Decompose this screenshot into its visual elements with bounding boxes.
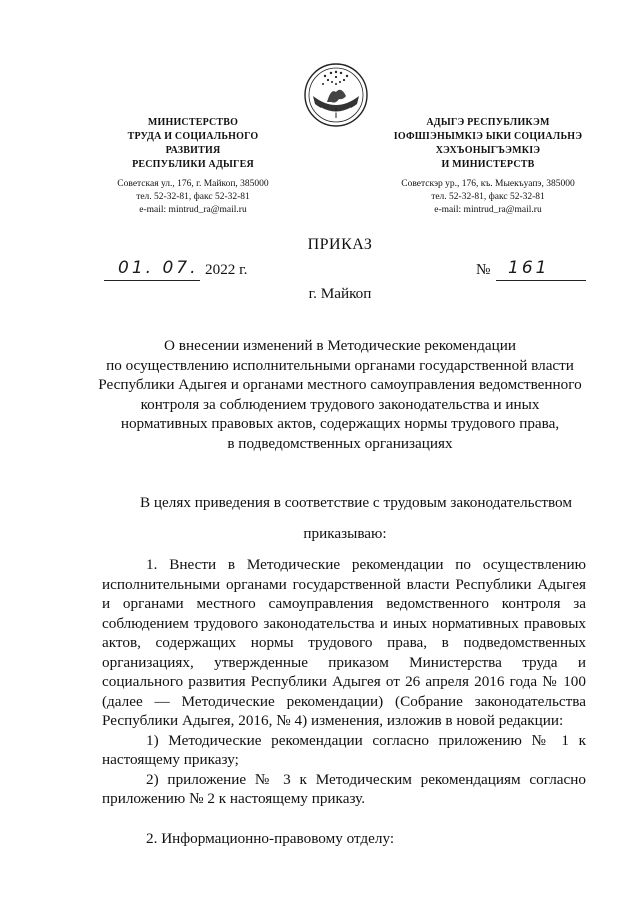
right-org-line: ІОФШІЭНЫМКІЭ ЫКИ СОЦИАЛЬНЭ xyxy=(393,131,583,142)
left-org-line: ТРУДА И СОЦИАЛЬНОГО xyxy=(127,131,259,142)
right-org-line: ХЭХЪОНЫГЪЭМКІЭ xyxy=(435,145,541,156)
item-1-1: 1) Методические рекомендации согласно приложению № 1 к настоящему приказу; xyxy=(102,731,586,768)
right-org-line: И МИНИСТЕРСТВ xyxy=(441,159,535,170)
left-phone: тел. 52-32-81, факс 52-32-81 xyxy=(136,192,250,202)
subject-line: нормативных правовых актов, содержащих нормы трудового права, xyxy=(120,415,560,432)
date-field xyxy=(104,258,200,281)
document-city: г. Майкоп xyxy=(308,285,372,302)
subject-line: контроля за соблюдением трудового законодательства и иных xyxy=(140,395,540,413)
left-org-line: МИНИСТЕРСТВО xyxy=(147,117,239,128)
item-1: 1. Внести в Методические рекомендации по осуществлению исполнительными органами государственной власти Республики Адыгея и органами местного самоуправления ведомственного контроля за соблюдением трудового законодательства и иных нормативных правовых актов, содержащих нормы трудового права, в подведомственных организациях, утвержденные приказом Министерства труда и социального развития Республики Адыгея от 26 апреля 2016 года № 100 (далее — Методические рекомендации) (Собрание законодательства Республики Адыгея, 2016, № 4) изменения, изложив в новой редакции: xyxy=(102,556,586,729)
document-subject xyxy=(80,336,600,453)
left-address: Советская ул., 176, г. Майкоп, 385000 xyxy=(117,179,269,189)
left-org-name xyxy=(108,116,278,172)
right-org-name xyxy=(378,116,598,172)
item-2: 2. Информационно-правовому отделу: xyxy=(146,829,395,847)
subject-line: в подведомственных организациях xyxy=(227,434,453,452)
document-year: 2022 г. xyxy=(205,261,248,278)
number-handwritten: 161 xyxy=(508,258,550,278)
republic-emblem-icon xyxy=(303,62,369,128)
right-org-line: АДЫГЭ РЕСПУБЛИКЭМ xyxy=(426,117,550,128)
left-contacts xyxy=(98,178,288,217)
right-contacts xyxy=(383,178,593,217)
right-phone: тел. 52-32-81, факс 52-32-81 xyxy=(431,192,545,202)
item-1-2: 2) приложение № 3 к Методическим рекомендациям согласно приложению № 2 к настоящему приказу. xyxy=(102,770,586,807)
date-handwritten: 01. 07. xyxy=(118,258,199,278)
document-title: ПРИКАЗ xyxy=(307,236,373,253)
right-address: Советскэр ур., 176, къ. Мыекъуапэ, 385000 xyxy=(401,179,575,189)
subject-line: по осуществлению исполнительными органами государственной власти xyxy=(106,356,574,374)
order-word: приказываю: xyxy=(303,525,387,542)
preamble: В целях приведения в соответствие с трудовым законодательством xyxy=(140,494,572,511)
left-org-line: РЕСПУБЛИКИ АДЫГЕЯ xyxy=(132,159,254,170)
left-org-line: РАЗВИТИЯ xyxy=(165,145,221,156)
subject-line: Республики Адыгея и органами местного самоуправления ведомственного xyxy=(98,376,582,393)
number-label: № xyxy=(476,261,491,278)
subject-line: О внесении изменений в Методические рекомендации xyxy=(164,337,516,354)
right-email: e-mail: mintrud_ra@mail.ru xyxy=(434,205,542,215)
number-field xyxy=(496,258,586,281)
document-body xyxy=(102,555,586,848)
left-email: e-mail: mintrud_ra@mail.ru xyxy=(139,205,247,215)
